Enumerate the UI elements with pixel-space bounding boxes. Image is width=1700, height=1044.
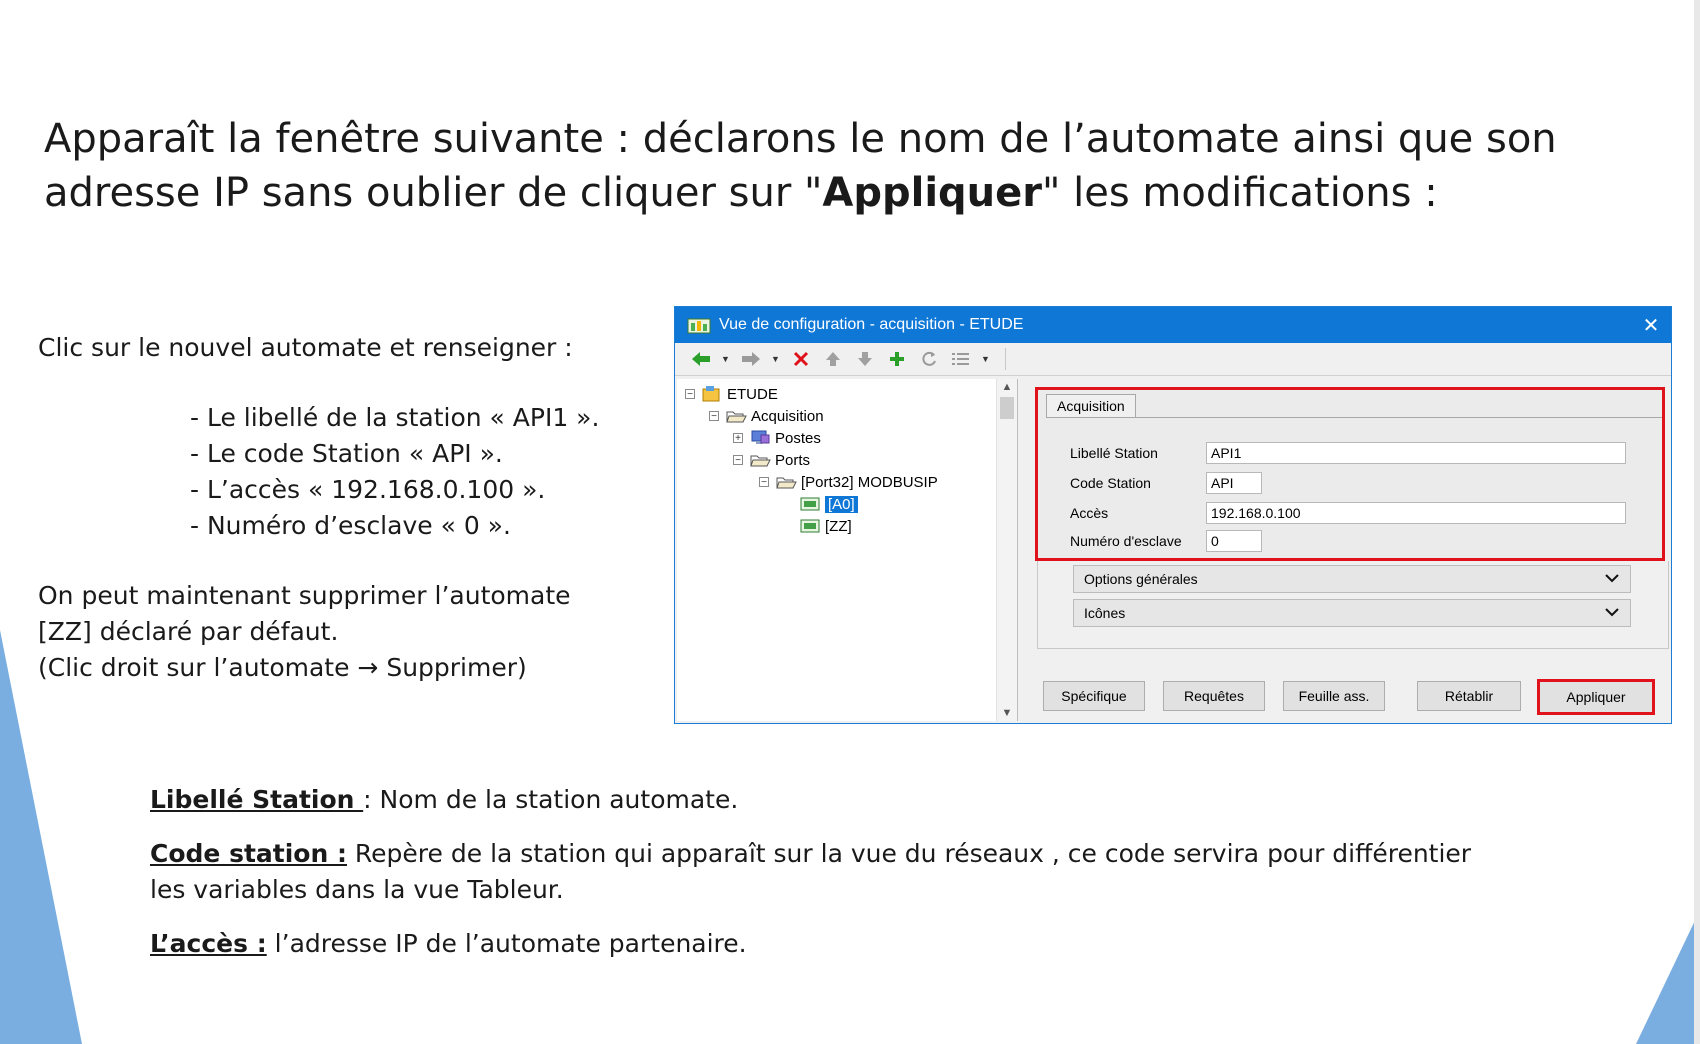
acquisition-panel [1035,387,1665,561]
definition-acces-term: L’accès : [150,929,267,958]
appliquer-button[interactable]: Appliquer [1537,679,1655,715]
instructions-note [38,578,571,686]
note-line-1: On peut maintenant supprimer l’automate [38,581,571,610]
heading-line-2-bold: Appliquer [822,170,1042,216]
options-generales-dropdown[interactable] [1073,565,1631,593]
tree-node-zz[interactable] [799,515,852,537]
collapse-icon[interactable]: − [709,411,719,421]
add-icon[interactable] [885,348,909,370]
tree-label-acquisition: Acquisition [751,407,824,425]
app-icon [687,316,711,334]
heading-line-2-post: " les modifications : [1042,170,1438,216]
move-up-icon[interactable] [821,348,845,370]
collapse-icon[interactable]: − [759,477,769,487]
note-line-3: (Clic droit sur l’automate → Supprimer) [38,653,527,682]
config-window [674,306,1672,724]
feuille-ass-button[interactable]: Feuille ass. [1283,681,1385,711]
scroll-up-icon[interactable]: ▲ [1001,381,1013,393]
retablir-button[interactable]: Rétablir [1417,681,1521,711]
acces-label: Accès [1070,505,1109,521]
tree-label-zz: [ZZ] [825,517,852,535]
tree-panel [677,379,1018,721]
bullet-code: - Le code Station « API ». [190,439,503,468]
project-icon [701,385,723,403]
folder-open-icon [749,451,771,469]
row-esclave [1070,528,1262,554]
forward-arrow-icon[interactable] [739,348,763,370]
icones-dropdown[interactable] [1073,599,1631,627]
move-down-icon[interactable] [853,348,877,370]
collapse-icon[interactable]: − [733,455,743,465]
delete-icon[interactable] [789,348,813,370]
definition-code-text-2: les variables dans la vue Tableur. [150,875,564,904]
note-line-2: [ZZ] déclaré par défaut. [38,617,339,646]
acces-input[interactable] [1206,502,1626,524]
numero-esclave-label: Numéro d'esclave [1070,533,1182,549]
window-titlebar [675,307,1671,343]
options-generales-label: Options générales [1084,571,1198,587]
bullet-libelle: - Le libellé de la station « API1 ». [190,403,600,432]
window-toolbar [675,343,1671,376]
slide-heading [44,112,1644,220]
plc-icon [799,495,821,513]
window-title: Vue de configuration - acquisition - ETUDE [719,316,1024,333]
decor-right-edge [1694,0,1700,1044]
heading-line-2-pre: adresse IP sans oublier de cliquer sur " [44,170,823,216]
scroll-down-icon[interactable]: ▼ [1001,707,1013,719]
tree-node-port32[interactable] [759,471,938,493]
definition-code [150,836,1600,908]
expand-icon[interactable]: + [733,433,743,443]
scroll-thumb[interactable] [1000,397,1014,419]
plc-icon [799,517,821,535]
code-station-label: Code Station [1070,475,1151,491]
tree-node-ports[interactable] [733,449,810,471]
tree-node-a0[interactable] [799,493,858,515]
definition-libelle-text: : Nom de la station automate. [363,785,739,814]
bullet-esclave: - Numéro d’esclave « 0 ». [190,511,511,540]
definition-acces [150,926,1600,962]
numero-esclave-input[interactable] [1206,530,1262,552]
tree-label-port32: [Port32] MODBUSIP [801,473,938,491]
tree-scrollbar[interactable] [996,379,1017,721]
requetes-button[interactable]: Requêtes [1163,681,1265,711]
tree-label-etude: ETUDE [727,385,778,403]
row-acces [1070,500,1626,526]
icones-label: Icônes [1084,605,1126,621]
back-arrow-icon[interactable] [689,348,713,370]
chevron-down-icon [1604,604,1620,620]
bullet-acces: - L’accès « 192.168.0.100 ». [190,475,546,504]
instructions-intro: Clic sur le nouvel automate et renseigner : [38,333,573,362]
tree-label-ports: Ports [775,451,811,469]
row-libelle [1070,440,1626,466]
definition-libelle [150,782,1600,818]
collapse-icon[interactable]: − [685,389,695,399]
tree-label-a0: [A0] [825,496,858,513]
instructions-bullets [190,400,599,544]
toolbar-separator [1005,348,1006,370]
forward-dropdown-icon[interactable]: ▼ [771,354,780,364]
tree-label-postes: Postes [775,429,821,447]
folder-open-icon [775,473,797,491]
chevron-down-icon [1604,570,1620,586]
folder-open-icon [725,407,747,425]
tree-node-etude[interactable] [685,383,778,405]
definition-code-text: Repère de la station qui apparaît sur la vue du réseaux , ce code servira pour différentier [346,839,1472,868]
tree-node-postes[interactable] [733,427,821,449]
row-code [1070,470,1262,496]
libelle-station-input[interactable] [1206,442,1626,464]
back-dropdown-icon[interactable]: ▼ [721,354,730,364]
specifique-button[interactable]: Spécifique [1043,681,1145,711]
libelle-station-label: Libellé Station [1070,445,1158,461]
definition-code-term: Code station : [150,839,347,868]
definition-acces-text: l’adresse IP de l’automate partenaire. [266,929,747,958]
heading-line-2 [44,166,1644,220]
definition-libelle-term: Libellé Station [150,785,364,814]
workstation-icon [749,429,771,447]
code-station-input[interactable] [1206,472,1262,494]
heading-line-1: Apparaît la fenêtre suivante : déclarons le nom de l’automate ainsi que son [44,116,1557,162]
refresh-icon[interactable] [917,348,941,370]
tab-underline [1046,417,1662,418]
tab-acquisition[interactable]: Acquisition [1046,394,1136,417]
decor-triangle-right [1636,910,1700,1044]
tree-node-acquisition[interactable] [709,405,824,427]
close-icon[interactable]: ✕ [1642,314,1660,337]
list-view-icon[interactable] [949,348,973,370]
view-dropdown-icon[interactable]: ▼ [981,354,990,364]
